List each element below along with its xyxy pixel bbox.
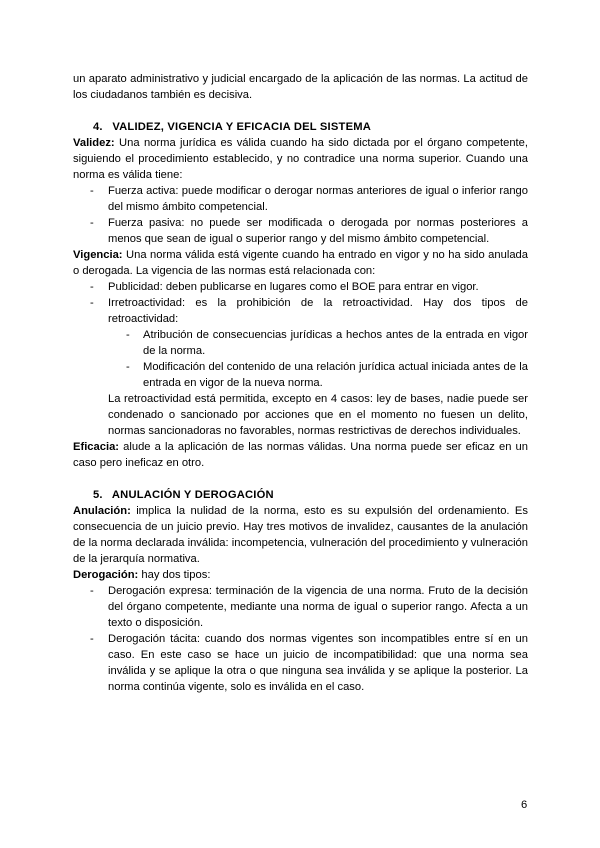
derogacion-term: Derogación: xyxy=(73,569,139,581)
validez-term: Validez: xyxy=(73,137,115,149)
anulacion-term: Anulación: xyxy=(73,505,131,517)
sublist-item-text: Modificación del contenido de una relación jurídica actual iniciada antes de la entrada en vigor de la nueva norma. xyxy=(143,361,528,389)
validez-paragraph xyxy=(73,135,528,183)
page-number: 6 xyxy=(521,799,528,811)
dash-bullet: - xyxy=(126,361,130,373)
list-item-text: Fuerza activa: puede modificar o derogar normas anteriores de igual o inferior rango del mismo ámbito competencial. xyxy=(108,185,528,213)
validez-text: Una norma jurídica es válida cuando ha sido dictada por el órgano competente, siguiendo el procedimiento establecido, y no contradice una norma superior. Cuando una norma es válida tiene: xyxy=(73,137,528,181)
intro-paragraph: un aparato administrativo y judicial encargado de la aplicación de las normas. La actitud de los ciudadanos también es decisiva. xyxy=(73,73,528,101)
vigencia-paragraph xyxy=(73,247,528,279)
validez-list xyxy=(73,183,528,247)
list-item xyxy=(73,215,528,247)
vigencia-term: Vigencia: xyxy=(73,249,123,261)
section-5-number: 5. xyxy=(93,489,103,501)
dash-bullet: - xyxy=(90,633,94,645)
list-item-text: Irretroactividad: es la prohibición de la retroactividad. Hay dos tipos de retroactividad: xyxy=(108,297,528,325)
dash-bullet: - xyxy=(90,297,94,309)
derogacion-list xyxy=(73,583,528,695)
anulacion-text: implica la nulidad de la norma, esto es su expulsión del ordenamiento. Es consecuencia de un juicio previo. Hay tres motivos de invalidez, causantes de la anulación de la norma declarada inválida: incompetencia, vulneración del procedimiento y vulneración de la jerarquía normativa. xyxy=(73,505,528,565)
list-item-text: Fuerza pasiva: no puede ser modificada o derogada por normas posteriores a menos que sean de igual o superior rango y del mismo ámbito competencial. xyxy=(108,217,528,245)
dash-bullet: - xyxy=(90,585,94,597)
list-item-text: Derogación tácita: cuando dos normas vigentes son incompatibles entre sí en un caso. En este caso se hace un juicio de incompatibilidad: que una norma sea inválida y se aplique la otra o que ninguna sea inválida y se aplique la posterior. La norma continúa vigente, solo es inválida en el caso. xyxy=(108,633,528,693)
list-item-text: Derogación expresa: terminación de la vigencia de una norma. Fruto de la decisión del órgano competente, mediante una norma de igual o superior rango. Afecta a un texto o disposición. xyxy=(108,585,528,629)
document-page xyxy=(73,71,528,695)
dash-bullet: - xyxy=(90,281,94,293)
section-4-title: VALIDEZ, VIGENCIA Y EFICACIA DEL SISTEMA xyxy=(112,121,372,133)
eficacia-paragraph xyxy=(73,439,528,471)
section-4-number: 4. xyxy=(93,121,103,133)
section-4-heading xyxy=(93,119,528,135)
list-item xyxy=(73,583,528,631)
retroactividad-note: La retroactividad está permitida, excepto en 4 casos: ley de bases, nadie puede ser condenado o sancionado por acciones que en el momento no fuesen un delito, normas sancionadoras no favorables, normas restrictivas de derechos individuales. xyxy=(108,393,528,437)
sublist-item-text: Atribución de consecuencias jurídicas a hechos antes de la entrada en vigor de la norma. xyxy=(143,329,528,357)
list-item xyxy=(73,183,528,215)
dash-bullet: - xyxy=(90,185,94,197)
dash-bullet: - xyxy=(90,217,94,229)
vigencia-text: Una norma válida está vigente cuando ha entrado en vigor y no ha sido anulada o derogada. La vigencia de las normas está relacionada con: xyxy=(73,249,528,277)
derogacion-paragraph xyxy=(73,567,528,583)
list-item xyxy=(73,279,528,295)
sublist-item xyxy=(73,327,528,359)
anulacion-paragraph xyxy=(73,503,528,567)
sublist-item xyxy=(73,359,528,391)
list-item xyxy=(73,631,528,695)
eficacia-term: Eficacia: xyxy=(73,441,120,453)
section-5-title: ANULACIÓN Y DEROGACIÓN xyxy=(111,489,274,501)
list-item-text: Publicidad: deben publicarse en lugares como el BOE para entrar en vigor. xyxy=(108,281,479,293)
derogacion-text: hay dos tipos: xyxy=(138,569,211,581)
dash-bullet: - xyxy=(126,329,130,341)
section-5-heading xyxy=(93,487,528,503)
list-item xyxy=(73,295,528,391)
vigencia-list xyxy=(73,279,528,391)
retroactividad-sublist xyxy=(108,327,528,391)
eficacia-text: alude a la aplicación de las normas válidas. Una norma puede ser eficaz en un caso pero ineficaz en otro. xyxy=(73,441,528,469)
